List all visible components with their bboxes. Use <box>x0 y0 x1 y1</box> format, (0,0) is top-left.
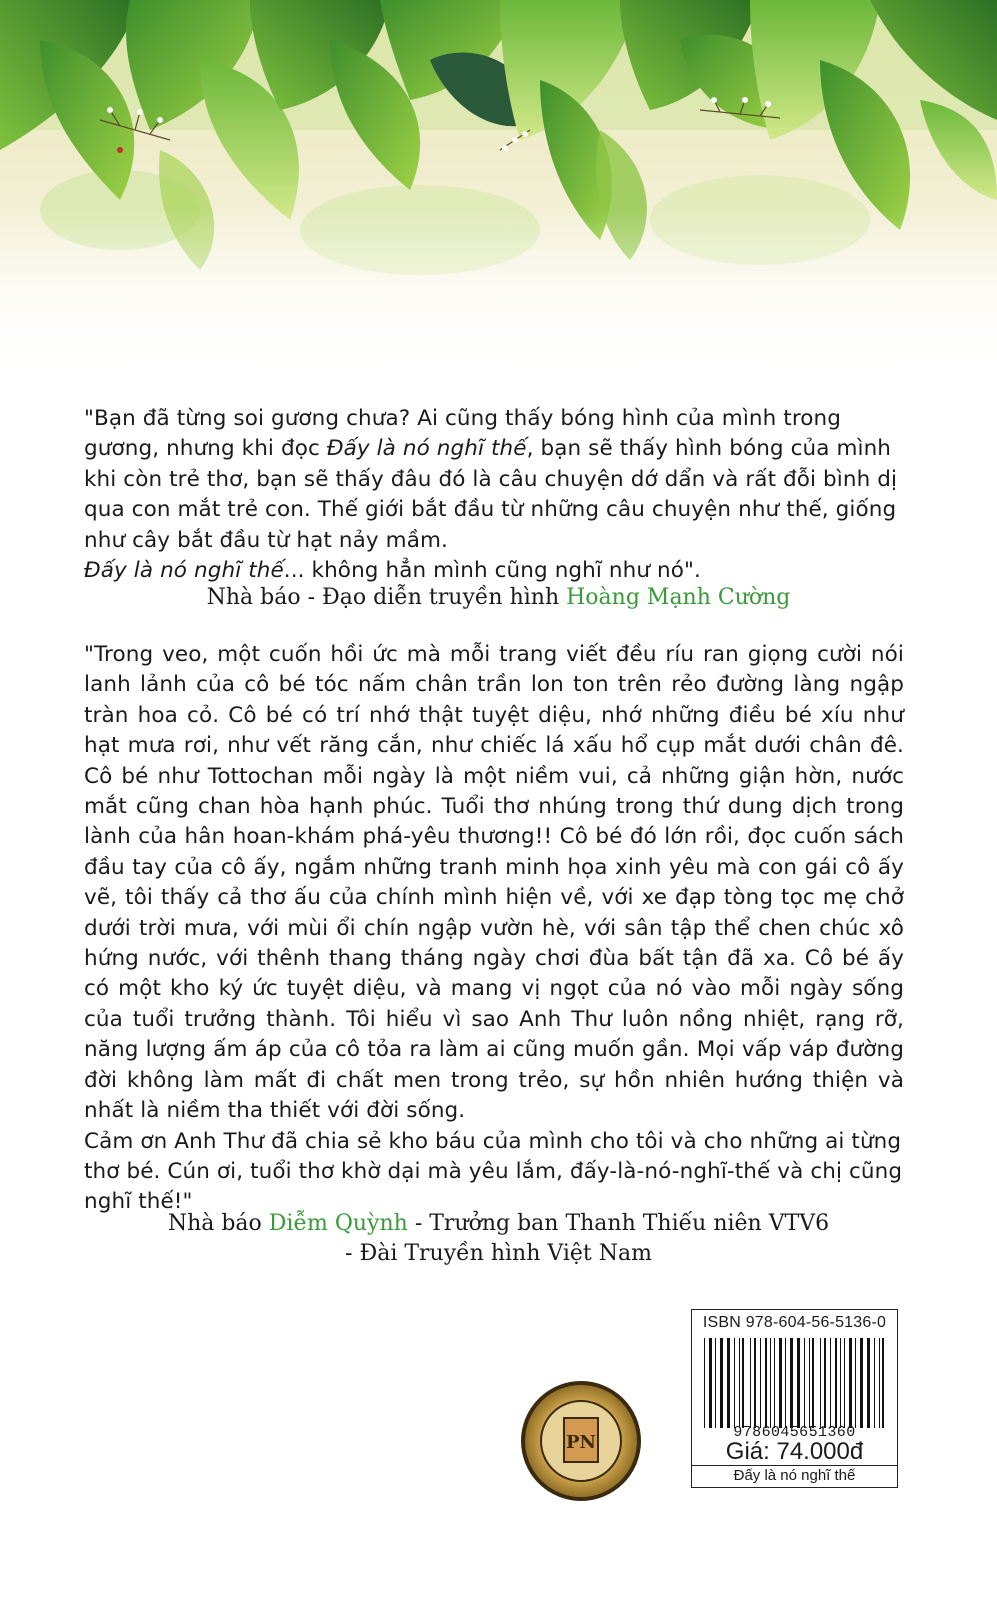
isbn-number: ISBN 978-604-56-5136-0 <box>702 1314 887 1331</box>
barcode-bar <box>770 1338 771 1428</box>
barcode-bar <box>754 1338 756 1428</box>
publisher-seal-icon <box>520 1380 642 1502</box>
book-title-italic-2: Đấy là nó nghĩ thế <box>84 558 284 584</box>
barcode-bar <box>734 1338 735 1428</box>
barcode-bar <box>709 1338 712 1428</box>
barcode-bar <box>867 1338 870 1428</box>
barcode-bar <box>774 1338 775 1428</box>
review-quote-1 <box>84 404 904 586</box>
barcode-bar <box>750 1338 751 1428</box>
seal-logo-text: PN <box>566 1432 596 1453</box>
quote2-para-1: "Trong veo, một cuốn hồi ức mà mỗi trang viết đều ríu ran giọng cười nói lanh lảnh của cô bé tóc nấm chân trần lon ton trên rẻo đường làng ngập tràn hoa cỏ. Cô bé có trí nhớ thật tuyệt diệu, nhớ những điều bé xíu như hạt mưa rơi, như vết răng cắn, như chiếc lá xấu hổ cụp mắt dưới chân đê. Cô bé như Tottochan mỗi ngày là một niềm vui, cả những giận hờn, nước mắt cũng chan hòa hạnh phúc. Tuổi thơ nhúng trong thứ dung dịch trong lành của hân hoan-khám phá-yêu thương!! Cô bé đó lớn rồi, đọc cuốn sách đầu tay của cô ấy, ngắm những tranh minh họa xinh yêu mà con gái cô ấy vẽ, tôi thấy cả thơ ấu của chính mình hiện về, với xe đạp tòng tọc mẹ chở dưới trời mưa, với mùi ổi chín ngập vườn hè, với sân tập thể chen chúc xô hứng nước, với thênh thang tháng ngày chơi đùa bất tận đã xa. Cô bé ấy có một kho ký ức tuyệt diệu, và mang vị ngọt của nó vào mỗi ngày sống của tuổi trưởng thành. Tôi hiểu vì sao Anh Thư luôn nồng nhiệt, rạng rỡ, năng lượng ấm áp của cô tỏa ra làm ai cũng muốn gần. Mọi vấp váp đường đời không làm mất đi chất men trong trẻo, sự hồn nhiên hướng thiện và nhất là niềm tha thiết với đời sống. <box>84 642 904 1124</box>
barcode-bar <box>779 1338 782 1428</box>
book-title-italic: Đấy là nó nghĩ thế <box>326 436 527 462</box>
barcode-bar <box>812 1338 814 1428</box>
barcode-bar <box>715 1338 716 1428</box>
barcode-icon <box>702 1338 887 1428</box>
barcode-bar <box>849 1338 852 1428</box>
attribution-1-name: Hoàng Mạnh Cường <box>566 585 791 610</box>
barcode-bar <box>882 1338 884 1428</box>
isbn-book-title: Đấy là nó nghĩ thế <box>692 1465 897 1488</box>
attribution-1 <box>0 582 997 614</box>
barcode-bar <box>830 1338 831 1428</box>
price-label: Giá: 74.000đ <box>725 1438 864 1465</box>
leaves-illustration <box>0 0 997 380</box>
barcode-bar <box>844 1338 845 1428</box>
quote1-text-a: "Bạn đã từng soi gương chưa? Ai cũng thấy bóng hình của mình trong gương, nhưng khi đọc <box>84 406 842 462</box>
barcode-bar <box>727 1338 730 1428</box>
barcode-bar <box>760 1338 761 1428</box>
quote1-text-c: ... không hẳn mình cũng nghĩ như nó". <box>283 558 701 584</box>
barcode-bar <box>804 1338 805 1428</box>
quote1-text-b: , bạn sẽ thấy hình bóng của mình khi còn trẻ thơ, bạn sẽ thấy đâu đó là câu chuyện dớ dẩn và rất đỗi bình dị qua con mắt trẻ con. Thế giới bắt đầu từ những câu chuyện như thế, giống như cây bắt đầu từ hạt nảy mầm. <box>84 436 898 553</box>
attribution-2-line2: - Đài Truyền hình Việt Nam <box>345 1241 652 1266</box>
barcode-bar <box>874 1338 875 1428</box>
barcode-bar <box>820 1338 821 1428</box>
review-quote-2 <box>84 640 904 1218</box>
barcode-digits: 9786045651360 <box>733 1424 856 1441</box>
isbn-barcode-block <box>691 1309 898 1488</box>
barcode-bar <box>860 1338 863 1428</box>
attribution-2-name: Diễm Quỳnh <box>268 1211 408 1236</box>
barcode-bar <box>879 1338 880 1428</box>
attribution-1-role: Nhà báo - Đạo diễn truyền hình <box>206 585 567 610</box>
barcode-bar <box>720 1338 723 1428</box>
quote2-para-2: Cảm ơn Anh Thư đã chia sẻ kho báu của mình cho tôi và cho những ai từng thơ bé. Cún ơi, tuổi thơ khờ dại mà yêu lắm, đấy-là-nó-nghĩ-thế và chị cũng nghĩ thế!" <box>84 1128 903 1215</box>
barcode-bar <box>797 1338 800 1428</box>
attribution-2-role: - Trưởng ban Thanh Thiếu niên VTV6 <box>407 1211 830 1236</box>
barcode-bar <box>824 1338 826 1428</box>
barcode-bar <box>840 1338 841 1428</box>
barcode-bar <box>704 1338 705 1428</box>
barcode-bar <box>809 1338 810 1428</box>
barcode-bar <box>785 1338 786 1428</box>
barcode-bar <box>742 1338 744 1428</box>
barcode-bar <box>855 1338 856 1428</box>
barcode-bar <box>765 1338 767 1428</box>
attribution-2-prefix: Nhà báo <box>167 1211 269 1236</box>
attribution-2 <box>0 1208 997 1240</box>
barcode-bar <box>790 1338 793 1428</box>
barcode-bar <box>739 1338 740 1428</box>
barcode-bar <box>835 1338 837 1428</box>
